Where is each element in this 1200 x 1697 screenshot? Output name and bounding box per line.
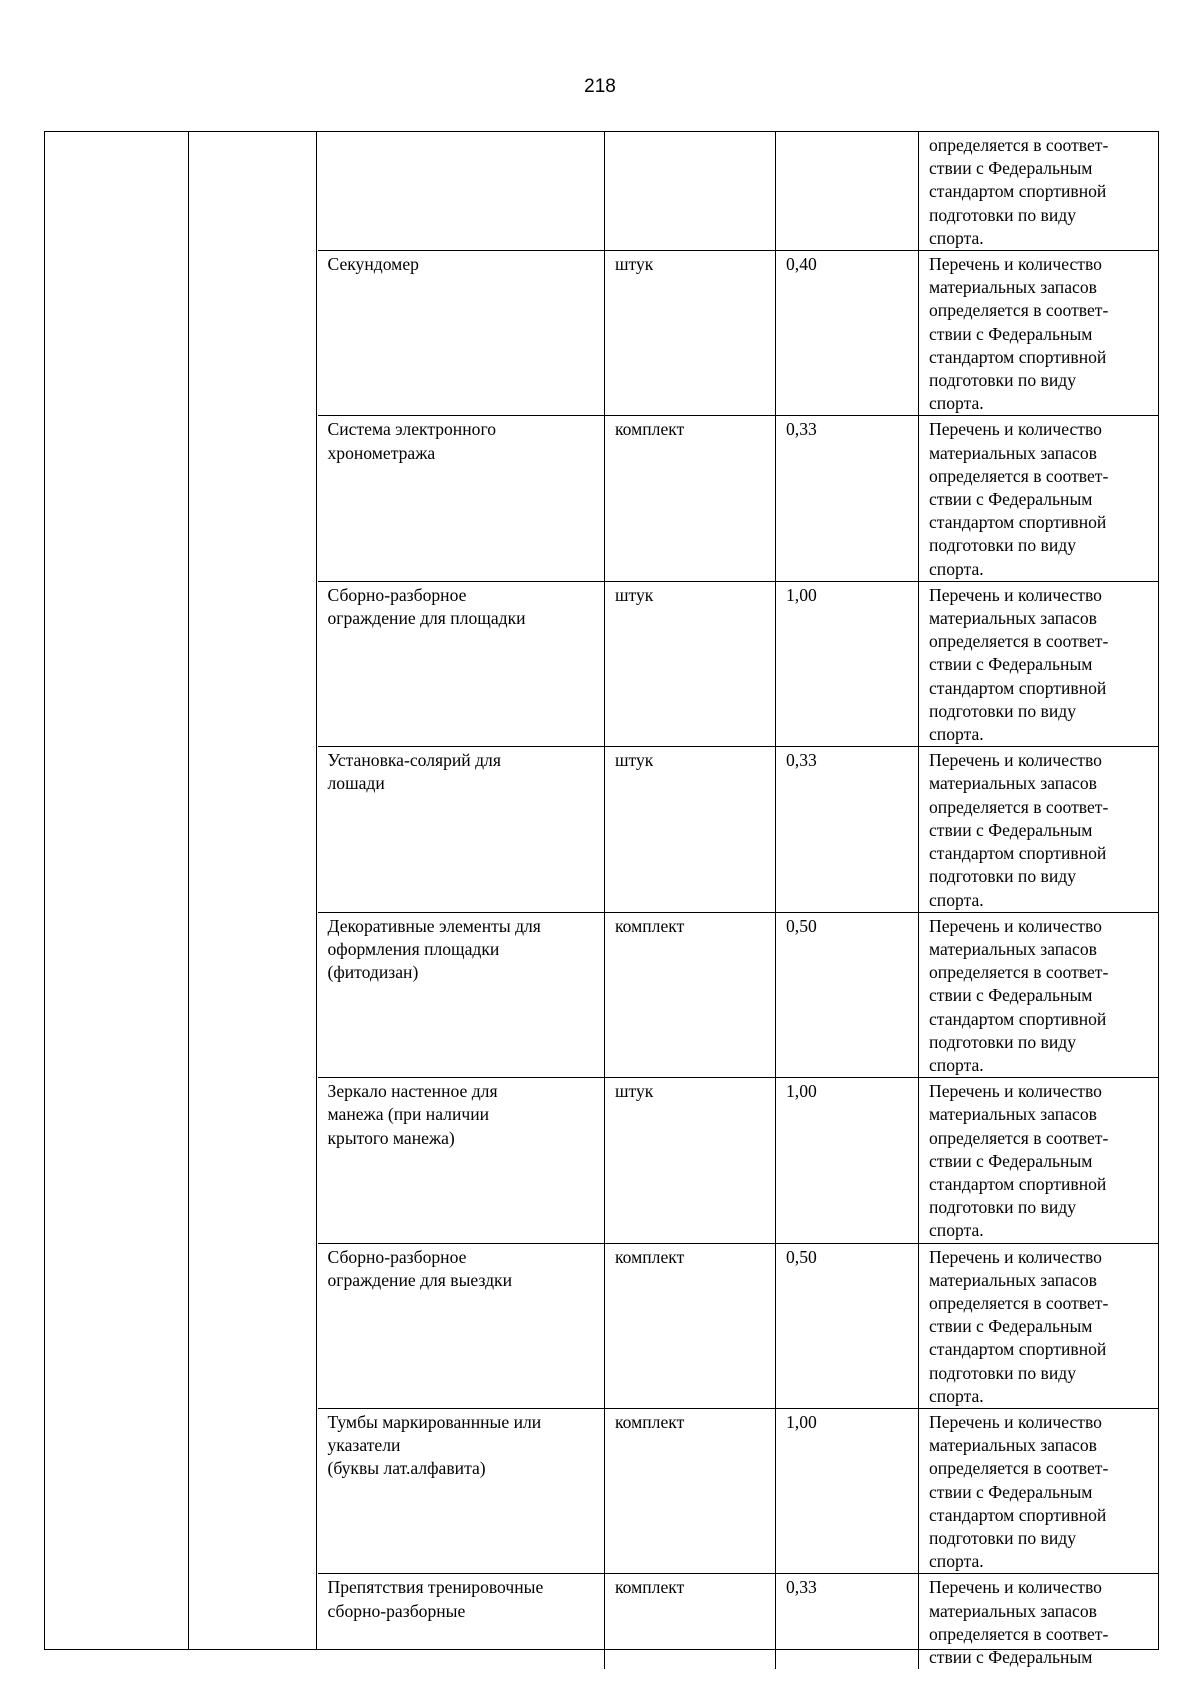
item-name-cell <box>318 1243 605 1408</box>
item-name-cell <box>318 912 605 1077</box>
quantity-cell <box>776 1243 919 1408</box>
quantity-cell <box>776 581 919 746</box>
note-cell <box>919 416 1159 581</box>
note-cell-text: Перечень и количество материальных запасов определяется в соответ- ствии с Федеральным стандартом спортивной подготовки по виду спорта. <box>929 1246 1109 1406</box>
unit-cell <box>605 251 776 416</box>
page-number: 218 <box>584 76 616 97</box>
unit-cell <box>605 132 776 251</box>
quantity-cell-text: 0,33 <box>786 1577 817 1598</box>
unit-cell <box>605 1243 776 1408</box>
note-cell <box>919 1574 1159 1669</box>
unit-cell <box>605 416 776 581</box>
item-name-cell-text: Секундомер <box>327 254 419 275</box>
item-name-cell-text: Сборно-разборное ограждение для выездки <box>327 1246 512 1290</box>
table-row <box>318 251 1159 416</box>
unit-cell-text: штук <box>615 254 654 275</box>
quantity-cell <box>776 1574 919 1669</box>
column-divider-1 <box>188 132 189 1649</box>
table-row <box>318 132 1159 251</box>
note-cell <box>919 1243 1159 1408</box>
quantity-cell <box>776 1408 919 1573</box>
quantity-cell <box>776 1078 919 1243</box>
quantity-cell-text: 0,50 <box>786 1246 817 1267</box>
note-cell-text: Перечень и количество материальных запасов определяется в соответ- ствии с Федеральным стандартом спортивной подготовки по виду спорта. <box>929 584 1109 745</box>
quantity-cell-text: 0,40 <box>786 254 817 275</box>
table-row <box>318 1408 1159 1573</box>
note-cell <box>919 581 1159 746</box>
quantity-cell <box>776 912 919 1077</box>
item-name-cell-text: Установка-солярий для лошади <box>327 750 501 794</box>
item-name-cell-text: Декоративные элементы для оформления площадки (фитодизан) <box>327 915 541 983</box>
quantity-cell-text: 1,00 <box>786 1081 817 1102</box>
quantity-cell-text: 0,33 <box>786 750 817 771</box>
table-row <box>318 416 1159 581</box>
item-name-cell-text: Зеркало настенное для манежа (при наличии крытого манежа) <box>327 1081 498 1148</box>
unit-cell-text: комплект <box>615 1411 685 1432</box>
note-cell <box>919 132 1159 251</box>
note-cell-text: Перечень и количество материальных запасов определяется в соответ- ствии с Федеральным стандартом спортивной подготовки по виду спорта. <box>929 254 1109 414</box>
item-name-cell <box>318 581 605 746</box>
table-row <box>318 1243 1159 1408</box>
unit-cell-text: комплект <box>615 1246 685 1267</box>
quantity-cell <box>776 132 919 251</box>
item-name-cell <box>318 1408 605 1573</box>
note-cell-text: определяется в соответ- ствии с Федеральным стандартом спортивной подготовки по виду спорта. <box>929 135 1109 248</box>
unit-cell <box>605 1408 776 1573</box>
item-name-cell-text: Сборно-разборное ограждение для площадки <box>327 584 526 629</box>
table-body <box>318 132 1159 1669</box>
table-row <box>318 581 1159 746</box>
note-cell-text: Перечень и количество материальных запасов определяется в соответ- ствии с Федеральным стандартом спортивной подготовки по виду спорта. <box>929 1081 1109 1241</box>
note-cell <box>919 251 1159 416</box>
item-name-cell <box>318 132 605 251</box>
quantity-cell-text: 0,50 <box>786 915 817 936</box>
item-name-cell <box>318 1078 605 1243</box>
unit-cell <box>605 1574 776 1669</box>
note-cell-text: Перечень и количество материальных запасов определяется в соответ- ствии с Федеральным стандартом спортивной подготовки по виду спорта. <box>929 750 1109 910</box>
note-cell <box>919 912 1159 1077</box>
unit-cell-text: комплект <box>615 1577 685 1598</box>
note-cell-text: Перечень и количество материальных запасов определяется в соответ- ствии с Федеральным стандартом спортивной подготовки по виду спорта. <box>929 1411 1109 1572</box>
note-cell-text: Перечень и количество материальных запасов определяется в соответ- ствии с Федеральным стандартом спортивной подготовки по виду спорта. <box>929 419 1109 579</box>
item-name-cell <box>318 747 605 912</box>
table-row <box>318 912 1159 1077</box>
quantity-cell <box>776 416 919 581</box>
quantity-cell-text: 1,00 <box>786 584 817 605</box>
equipment-table <box>44 131 1159 1667</box>
quantity-cell-text: 1,00 <box>786 1411 817 1432</box>
unit-cell <box>605 912 776 1077</box>
note-cell-text: Перечень и количество материальных запасов определяется в соответ- ствии с Федеральным <box>929 1577 1109 1667</box>
item-name-cell <box>318 1574 605 1669</box>
quantity-cell <box>776 747 919 912</box>
table-row <box>318 1574 1159 1669</box>
item-name-cell-text: Система электронного хронометража <box>327 419 497 463</box>
quantity-cell-text: 0,33 <box>786 419 817 440</box>
table-row <box>318 747 1159 912</box>
item-name-cell-text: Препятствия тренировочные сборно-разборные <box>327 1577 544 1621</box>
unit-cell-text: штук <box>615 1081 654 1102</box>
unit-cell <box>605 747 776 912</box>
unit-cell <box>605 1078 776 1243</box>
unit-cell <box>605 581 776 746</box>
unit-cell-text: штук <box>615 750 654 771</box>
equipment-table-grid <box>318 132 1159 1669</box>
note-cell-text: Перечень и количество материальных запасов определяется в соответ- ствии с Федеральным стандартом спортивной подготовки по виду спорта. <box>929 915 1109 1075</box>
unit-cell-text: штук <box>615 584 654 605</box>
item-name-cell-text: Тумбы маркированнные или указатели (буквы лат.алфавита) <box>327 1411 542 1479</box>
note-cell <box>919 1408 1159 1573</box>
unit-cell-text: комплект <box>615 419 685 440</box>
note-cell <box>919 747 1159 912</box>
item-name-cell <box>318 416 605 581</box>
item-name-cell <box>318 251 605 416</box>
note-cell <box>919 1078 1159 1243</box>
table-row <box>318 1078 1159 1243</box>
quantity-cell <box>776 251 919 416</box>
unit-cell-text: комплект <box>615 915 685 936</box>
